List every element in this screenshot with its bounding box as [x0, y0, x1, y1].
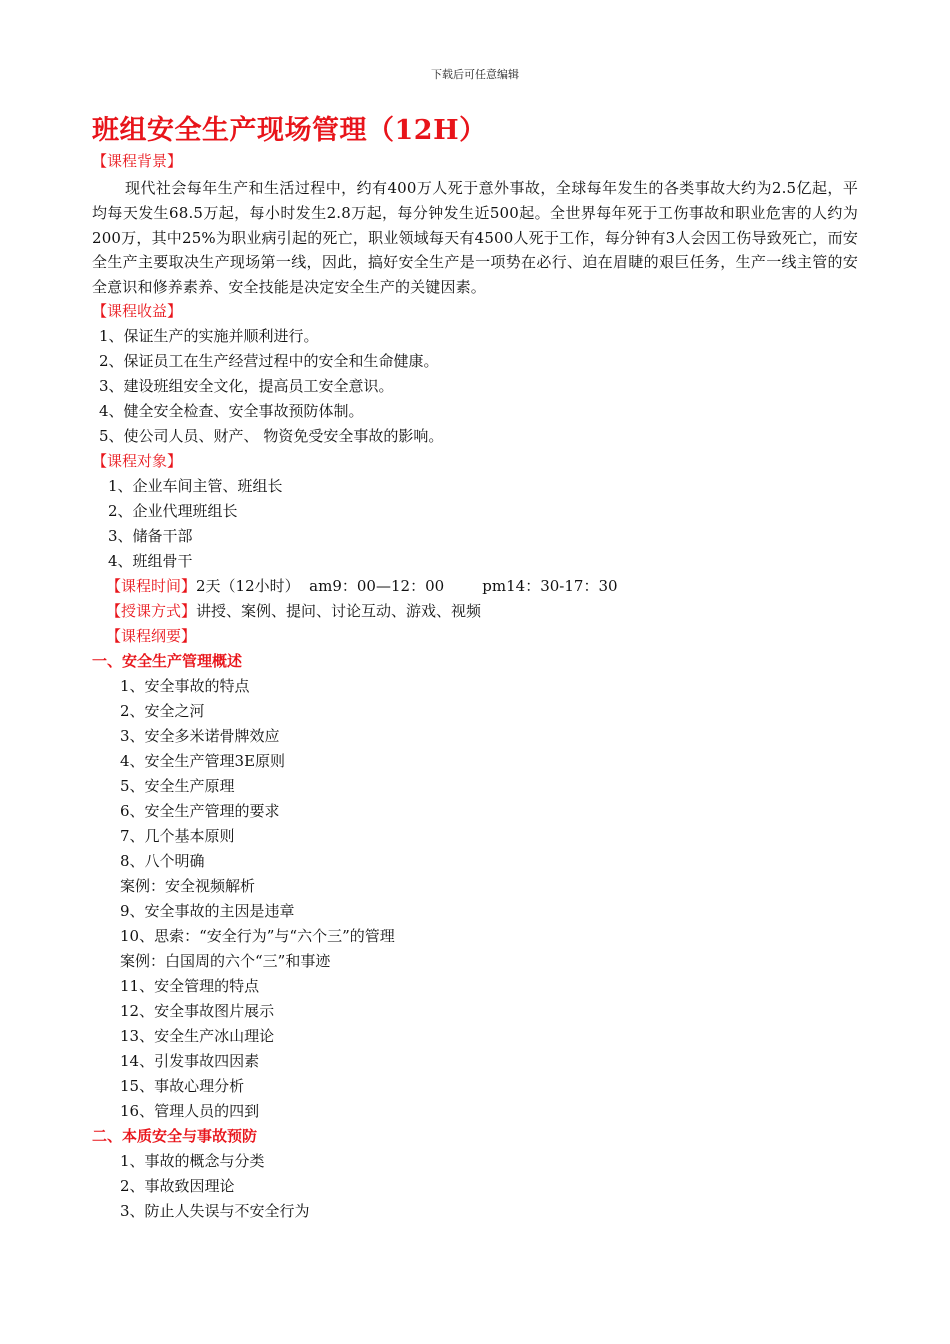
outline-item: 6、安全生产管理的要求: [120, 802, 280, 820]
benefit-item: 2、保证员工在生产经营过程中的安全和生命健康。: [99, 352, 439, 370]
outline-item: 9、安全事故的主因是违章: [120, 902, 295, 920]
outline-item: 5、安全生产原理: [120, 777, 235, 795]
outline-item: 3、安全多米诺骨牌效应: [120, 727, 280, 745]
document-title: 班组安全生产现场管理（12H）: [92, 115, 487, 146]
outline-item: 3、防止人失误与不安全行为: [120, 1202, 310, 1220]
outline-item: 10、思索：“安全行为”与“六个三”的管理: [120, 927, 395, 945]
section-heading-background: 【课程背景】: [92, 152, 183, 170]
outline-item: 1、安全事故的特点: [120, 677, 250, 695]
benefit-item: 5、使公司人员、财产、 物资免受安全事故的影响。: [99, 427, 444, 445]
outline-item: 11、安全管理的特点: [120, 977, 260, 995]
outline-item: 16、管理人员的四到: [120, 1102, 260, 1120]
benefit-item: 3、建设班组安全文化，提高员工安全意识。: [99, 377, 394, 395]
course-time-row: [106, 575, 618, 597]
course-time-value: 2天（12小时） am9：00—12：00 pm14：30-17：30: [196, 577, 618, 595]
section-heading-outline: 【课程纲要】: [106, 627, 197, 645]
outline-item: 7、几个基本原则: [120, 827, 235, 845]
page-header-note: 下载后可任意编辑: [431, 68, 519, 81]
outline-item: 13、安全生产冰山理论: [120, 1027, 275, 1045]
benefit-item: 4、健全安全检查、安全事故预防体制。: [99, 402, 364, 420]
outline-item: 2、事故致因理论: [120, 1177, 235, 1195]
outline-case-item: 案例：安全视频解析: [120, 877, 256, 895]
audience-item: 2、企业代理班组长: [108, 502, 238, 520]
outline-item: 12、安全事故图片展示: [120, 1002, 275, 1020]
course-method-row: [106, 600, 481, 622]
course-method-label: 【授课方式】: [106, 602, 197, 620]
benefit-item: 1、保证生产的实施并顺利进行。: [99, 327, 319, 345]
audience-item: 4、班组骨干: [108, 552, 193, 570]
outline-section-title: 一、安全生产管理概述: [92, 652, 243, 670]
outline-case-item: 案例：白国周的六个“三”和事迹: [120, 952, 331, 970]
outline-section-title: 二、本质安全与事故预防: [92, 1127, 258, 1145]
outline-item: 4、安全生产管理3E原则: [120, 752, 286, 770]
audience-item: 1、企业车间主管、班组长: [108, 477, 283, 495]
outline-item: 15、事故心理分析: [120, 1077, 245, 1095]
audience-item: 3、储备干部: [108, 527, 193, 545]
course-time-label: 【课程时间】: [106, 577, 197, 595]
section-heading-benefits: 【课程收益】: [92, 302, 183, 320]
course-method-value: 讲授、案例、提问、讨论互动、游戏、视频: [196, 602, 482, 620]
outline-item: 8、八个明确: [120, 852, 205, 870]
outline-item: 1、事故的概念与分类: [120, 1152, 265, 1170]
section-heading-audience: 【课程对象】: [92, 452, 183, 470]
background-paragraph: 现代社会每年生产和生活过程中，约有400万人死于意外事故，全球每年发生的各类事故大约为2.5亿起，平均每天发生68.5万起，每小时发生2.8万起，每分钟发生近500起。全世界每年死于工伤事故和职业危害的人约为200万，其中25%为职业病引起的死亡，职业领域每天有4500人死于工作，每分钟有3人会因工伤导致死亡，而安全生产主要取决生产现场第一线，因此，搞好安全生产是一项势在必行、迫在眉睫的艰巨任务，生产一线主管的安全意识和修养素养、安全技能是决定安全生产的关键因素。: [92, 179, 858, 297]
outline-item: 2、安全之河: [120, 702, 205, 720]
outline-item: 14、引发事故四因素: [120, 1052, 260, 1070]
